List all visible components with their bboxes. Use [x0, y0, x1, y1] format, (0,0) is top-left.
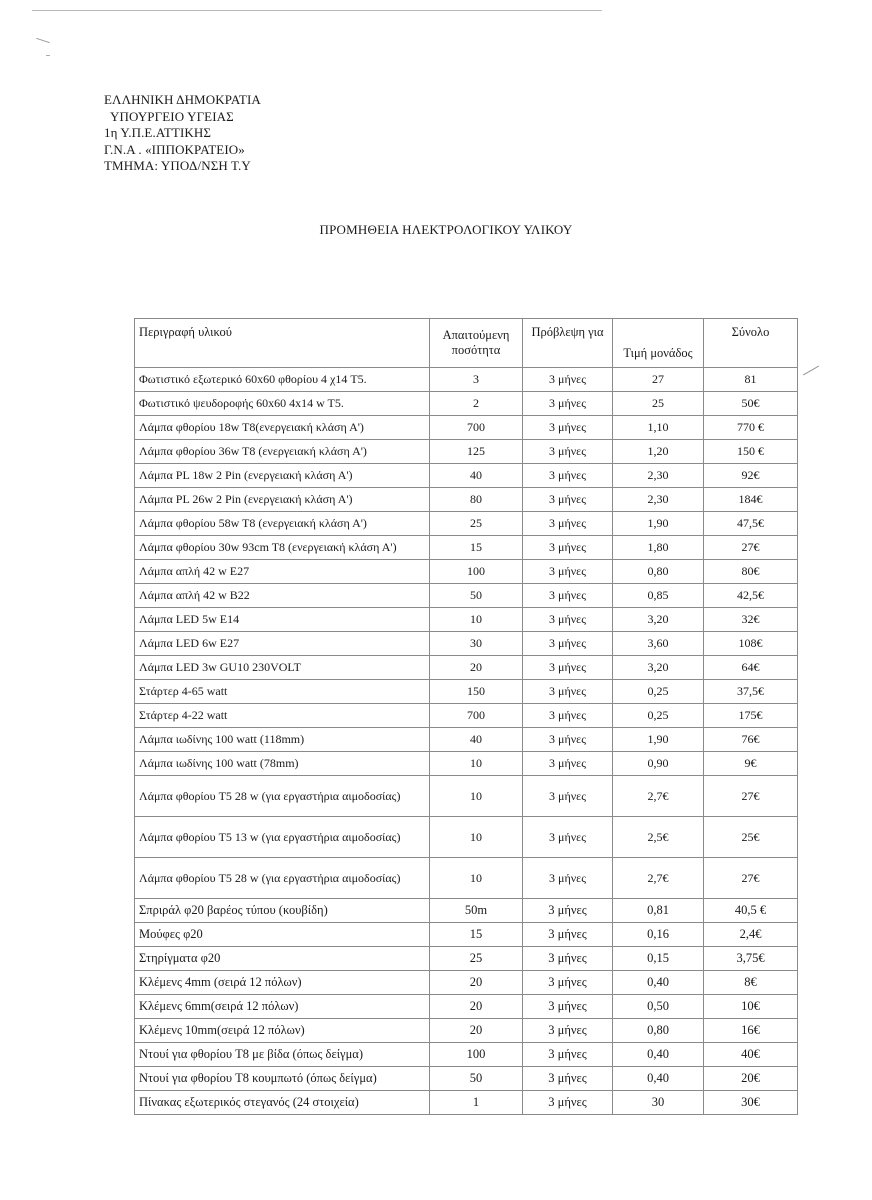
cell-quantity: 100 — [430, 1043, 523, 1067]
cell-description: Λάμπα φθορίου T5 28 w (για εργαστήρια αιμοδοσίας) — [135, 776, 430, 817]
table-row — [135, 440, 798, 464]
cell-total: 150 € — [704, 440, 798, 464]
cell-quantity: 10 — [430, 776, 523, 817]
table-row — [135, 608, 798, 632]
document-title: ΠΡΟΜΗΘΕΙΑ ΗΛΕΚΤΡΟΛΟΓΙΚΟΥ ΥΛΙΚΟΥ — [319, 222, 573, 237]
cell-unit-price: 0,80 — [613, 560, 704, 584]
table-row — [135, 416, 798, 440]
cell-description: Ντουί για φθορίου T8 κουμπωτό (όπως δείγμα) — [135, 1067, 430, 1091]
cell-description: Σπριράλ φ20 βαρέος τύπου (κουβίδη) — [135, 899, 430, 923]
cell-total: 27€ — [704, 776, 798, 817]
cell-quantity: 20 — [430, 971, 523, 995]
cell-quantity: 20 — [430, 656, 523, 680]
table-row — [135, 632, 798, 656]
cell-unit-price: 0,25 — [613, 680, 704, 704]
cell-unit-price: 27 — [613, 368, 704, 392]
table-row — [135, 728, 798, 752]
cell-period: 3 μήνες — [523, 680, 613, 704]
cell-period: 3 μήνες — [523, 817, 613, 858]
materials-table — [134, 318, 798, 1115]
cell-quantity: 2 — [430, 392, 523, 416]
cell-unit-price: 2,7€ — [613, 858, 704, 899]
cell-total: 25€ — [704, 817, 798, 858]
column-header-total: Σύνολο — [704, 319, 798, 368]
column-header-unit-price: Τιμή μονάδος — [613, 319, 704, 368]
table-row — [135, 947, 798, 971]
cell-period: 3 μήνες — [523, 1043, 613, 1067]
cell-quantity: 25 — [430, 947, 523, 971]
cell-description: Κλέμενς 10mm(σειρά 12 πόλων) — [135, 1019, 430, 1043]
cell-period: 3 μήνες — [523, 488, 613, 512]
cell-total: 184€ — [704, 488, 798, 512]
table-row — [135, 1067, 798, 1091]
cell-description: Λάμπα φθορίου 30w 93cm T8 (ενεργειακή κλάση Α') — [135, 536, 430, 560]
cell-period: 3 μήνες — [523, 1019, 613, 1043]
table-row — [135, 923, 798, 947]
column-header-description: Περιγραφή υλικού — [135, 319, 430, 368]
cell-unit-price: 1,90 — [613, 512, 704, 536]
cell-period: 3 μήνες — [523, 899, 613, 923]
cell-unit-price: 30 — [613, 1091, 704, 1115]
cell-unit-price: 0,40 — [613, 1043, 704, 1067]
cell-unit-price: 0,25 — [613, 704, 704, 728]
cell-unit-price: 0,50 — [613, 995, 704, 1019]
cell-quantity: 3 — [430, 368, 523, 392]
table-row — [135, 817, 798, 858]
table-row — [135, 776, 798, 817]
table-row — [135, 1043, 798, 1067]
cell-unit-price: 0,15 — [613, 947, 704, 971]
cell-period: 3 μήνες — [523, 858, 613, 899]
cell-period: 3 μήνες — [523, 368, 613, 392]
cell-description: Κλέμενς 6mm(σειρά 12 πόλων) — [135, 995, 430, 1019]
cell-unit-price: 2,30 — [613, 488, 704, 512]
cell-quantity: 50 — [430, 1067, 523, 1091]
cell-description: Λάμπα LED 6w E27 — [135, 632, 430, 656]
cell-period: 3 μήνες — [523, 536, 613, 560]
cell-total: 32€ — [704, 608, 798, 632]
cell-period: 3 μήνες — [523, 1091, 613, 1115]
cell-description: Κλέμενς 4mm (σειρά 12 πόλων) — [135, 971, 430, 995]
cell-quantity: 30 — [430, 632, 523, 656]
cell-unit-price: 3,20 — [613, 656, 704, 680]
cell-unit-price: 0,81 — [613, 899, 704, 923]
table-row — [135, 536, 798, 560]
cell-total: 40,5 € — [704, 899, 798, 923]
cell-period: 3 μήνες — [523, 995, 613, 1019]
letterhead-line-region: 1η Υ.Π.Ε.ΑΤΤΙΚΗΣ — [104, 125, 212, 140]
cell-total: 2,4€ — [704, 923, 798, 947]
cell-description: Λάμπα LED 5w E14 — [135, 608, 430, 632]
cell-total: 47,5€ — [704, 512, 798, 536]
cell-period: 3 μήνες — [523, 947, 613, 971]
cell-description: Λάμπα LED 3w GU10 230VOLT — [135, 656, 430, 680]
cell-unit-price: 0,85 — [613, 584, 704, 608]
table-row — [135, 656, 798, 680]
cell-period: 3 μήνες — [523, 392, 613, 416]
cell-unit-price: 3,60 — [613, 632, 704, 656]
cell-total: 76€ — [704, 728, 798, 752]
table-header-row — [135, 319, 798, 368]
cell-period: 3 μήνες — [523, 416, 613, 440]
letterhead-line-republic: ΕΛΛΗΝΙΚΗ ΔΗΜΟΚΡΑΤΙΑ — [104, 92, 261, 107]
letterhead-line-ministry: ΥΠΟΥΡΓΕΙΟ ΥΓΕΙΑΣ — [110, 108, 234, 124]
table-row — [135, 971, 798, 995]
table-row — [135, 704, 798, 728]
cell-description: Λάμπα φθορίου T5 13 w (για εργαστήρια αιμοδοσίας) — [135, 817, 430, 858]
cell-description: Λάμπα φθορίου T5 28 w (για εργαστήρια αιμοδοσίας) — [135, 858, 430, 899]
cell-description: Λάμπα PL 26w 2 Pin (ενεργειακή κλάση Α') — [135, 488, 430, 512]
cell-description: Φωτιστικό ψευδοροφής 60x60 4x14 w T5. — [135, 392, 430, 416]
cell-total: 108€ — [704, 632, 798, 656]
table-row — [135, 858, 798, 899]
cell-total: 3,75€ — [704, 947, 798, 971]
cell-quantity: 150 — [430, 680, 523, 704]
cell-unit-price: 0,40 — [613, 971, 704, 995]
cell-description: Φωτιστικό εξωτερικό 60x60 φθορίου 4 χ14 T5. — [135, 368, 430, 392]
cell-description: Μούφες φ20 — [135, 923, 430, 947]
cell-description: Λάμπα ιωδίνης 100 watt (118mm) — [135, 728, 430, 752]
cell-unit-price: 25 — [613, 392, 704, 416]
cell-description: Λάμπα απλή 42 w B22 — [135, 584, 430, 608]
cell-period: 3 μήνες — [523, 923, 613, 947]
cell-period: 3 μήνες — [523, 1067, 613, 1091]
table-row — [135, 560, 798, 584]
cell-total: 770 € — [704, 416, 798, 440]
cell-quantity: 15 — [430, 536, 523, 560]
cell-unit-price: 0,90 — [613, 752, 704, 776]
cell-total: 50€ — [704, 392, 798, 416]
table-row — [135, 512, 798, 536]
cell-total: 92€ — [704, 464, 798, 488]
cell-quantity: 700 — [430, 416, 523, 440]
cell-total: 20€ — [704, 1067, 798, 1091]
table-row — [135, 995, 798, 1019]
table-row — [135, 1091, 798, 1115]
table-row — [135, 368, 798, 392]
cell-description: Λάμπα φθορίου 58w T8 (ενεργειακή κλάση Α') — [135, 512, 430, 536]
letterhead-line-hospital: Γ.Ν.Α . «ΙΠΠΟΚΡΑΤΕΙΟ» — [104, 141, 245, 157]
cell-description: Στάρτερ 4-65 watt — [135, 680, 430, 704]
cell-description: Λάμπα PL 18w 2 Pin (ενεργειακή κλάση Α') — [135, 464, 430, 488]
cell-quantity: 10 — [430, 858, 523, 899]
cell-period: 3 μήνες — [523, 971, 613, 995]
table-row — [135, 584, 798, 608]
cell-quantity: 80 — [430, 488, 523, 512]
cell-description: Λάμπα ιωδίνης 100 watt (78mm) — [135, 752, 430, 776]
cell-quantity: 10 — [430, 752, 523, 776]
cell-total: 40€ — [704, 1043, 798, 1067]
cell-total: 64€ — [704, 656, 798, 680]
cell-unit-price: 1,10 — [613, 416, 704, 440]
cell-period: 3 μήνες — [523, 656, 613, 680]
cell-quantity: 15 — [430, 923, 523, 947]
cell-period: 3 μήνες — [523, 728, 613, 752]
cell-total: 81 — [704, 368, 798, 392]
cell-total: 80€ — [704, 560, 798, 584]
cell-unit-price: 0,40 — [613, 1067, 704, 1091]
cell-description: Στηρίγματα φ20 — [135, 947, 430, 971]
cell-quantity: 10 — [430, 817, 523, 858]
cell-quantity: 50m — [430, 899, 523, 923]
cell-total: 10€ — [704, 995, 798, 1019]
cell-total: 8€ — [704, 971, 798, 995]
cell-quantity: 40 — [430, 728, 523, 752]
cell-period: 3 μήνες — [523, 464, 613, 488]
cell-total: 16€ — [704, 1019, 798, 1043]
letterhead-line-department: ΤΜΗΜΑ: ΥΠΟΔ/ΝΣΗ Τ.Υ — [104, 158, 251, 173]
margin-pen-mark — [803, 366, 819, 376]
cell-period: 3 μήνες — [523, 776, 613, 817]
cell-total: 30€ — [704, 1091, 798, 1115]
cell-period: 3 μήνες — [523, 752, 613, 776]
cell-unit-price: 1,90 — [613, 728, 704, 752]
cell-period: 3 μήνες — [523, 584, 613, 608]
table-row — [135, 392, 798, 416]
cell-quantity: 20 — [430, 995, 523, 1019]
cell-unit-price: 1,80 — [613, 536, 704, 560]
cell-quantity: 50 — [430, 584, 523, 608]
cell-description: Λάμπα απλή 42 w E27 — [135, 560, 430, 584]
cell-quantity: 125 — [430, 440, 523, 464]
cell-unit-price: 2,5€ — [613, 817, 704, 858]
table-row — [135, 464, 798, 488]
cell-total: 9€ — [704, 752, 798, 776]
scan-edge-line — [32, 10, 602, 11]
cell-unit-price: 2,7€ — [613, 776, 704, 817]
cell-quantity: 1 — [430, 1091, 523, 1115]
cell-quantity: 40 — [430, 464, 523, 488]
letterhead — [104, 92, 261, 175]
cell-quantity: 20 — [430, 1019, 523, 1043]
cell-period: 3 μήνες — [523, 632, 613, 656]
cell-unit-price: 1,20 — [613, 440, 704, 464]
cell-unit-price: 0,80 — [613, 1019, 704, 1043]
cell-description: Στάρτερ 4-22 watt — [135, 704, 430, 728]
cell-period: 3 μήνες — [523, 560, 613, 584]
cell-description: Ντουί για φθορίου T8 με βίδα (όπως δείγμα) — [135, 1043, 430, 1067]
cell-total: 27€ — [704, 536, 798, 560]
cell-total: 37,5€ — [704, 680, 798, 704]
table-row — [135, 1019, 798, 1043]
cell-period: 3 μήνες — [523, 440, 613, 464]
cell-description: Λάμπα φθορίου 18w T8(ενεργειακή κλάση Α') — [135, 416, 430, 440]
scan-artifact-mark — [36, 38, 50, 43]
cell-description: Λάμπα φθορίου 36w T8 (ενεργειακή κλάση Α') — [135, 440, 430, 464]
cell-period: 3 μήνες — [523, 512, 613, 536]
table-row — [135, 680, 798, 704]
cell-period: 3 μήνες — [523, 608, 613, 632]
cell-quantity: 25 — [430, 512, 523, 536]
cell-description: Πίνακας εξωτερικός στεγανός (24 στοιχεία) — [135, 1091, 430, 1115]
column-header-quantity: Απαιτούμενη ποσότητα — [430, 319, 523, 368]
table-row — [135, 752, 798, 776]
cell-total: 175€ — [704, 704, 798, 728]
cell-unit-price: 3,20 — [613, 608, 704, 632]
cell-period: 3 μήνες — [523, 704, 613, 728]
column-header-period: Πρόβλεψη για — [523, 319, 613, 368]
table-row — [135, 899, 798, 923]
cell-unit-price: 0,16 — [613, 923, 704, 947]
scan-artifact-dot — [46, 55, 50, 56]
cell-quantity: 700 — [430, 704, 523, 728]
cell-total: 27€ — [704, 858, 798, 899]
cell-unit-price: 2,30 — [613, 464, 704, 488]
cell-total: 42,5€ — [704, 584, 798, 608]
table-row — [135, 488, 798, 512]
cell-quantity: 10 — [430, 608, 523, 632]
cell-quantity: 100 — [430, 560, 523, 584]
